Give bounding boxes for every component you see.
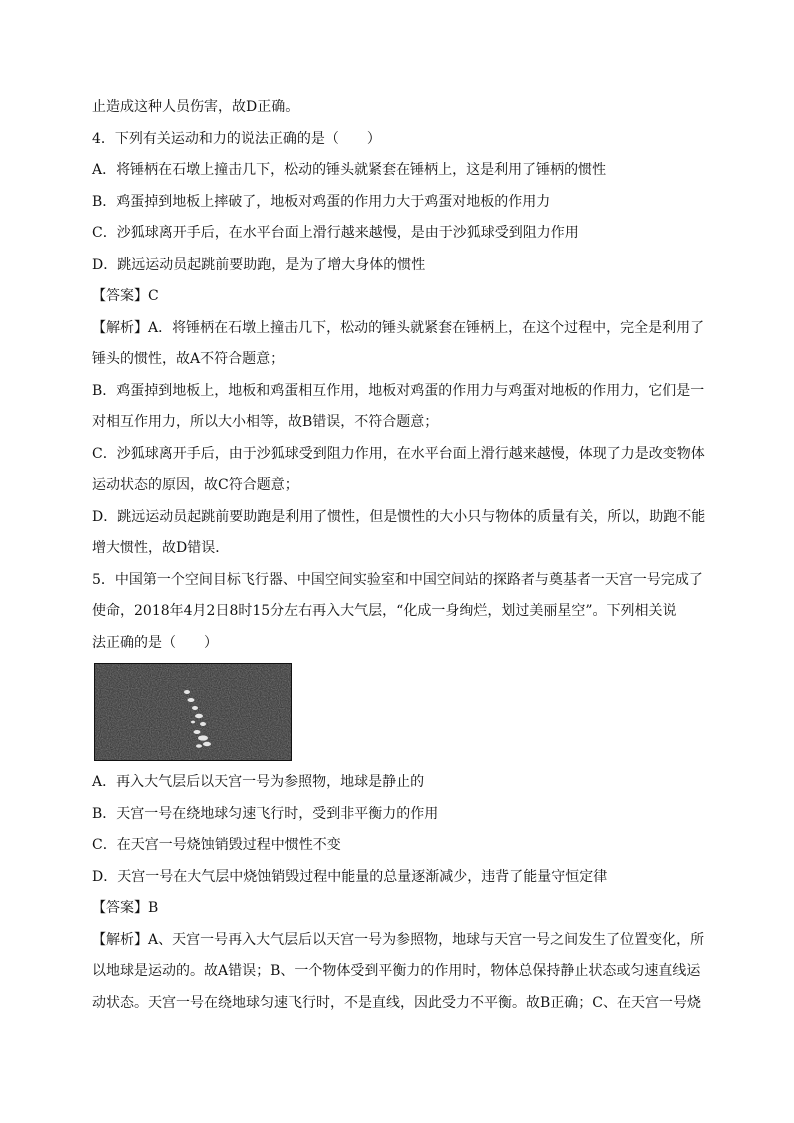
- question-5-option-c: C．在天宫一号烧蚀销毁过程中惯性不变: [92, 837, 341, 853]
- question-4-stem: 4．下列有关运动和力的说法正确的是（ ）: [92, 130, 381, 147]
- question-4-analysis-line: C．沙狐球离开手后，由于沙狐球受到阻力作用，在水平台面上滑行越来越慢，体现了力是改变物体: [92, 445, 705, 462]
- question-5-stem-line: 使命，2018年4月2日8时15分左右再入大气层，“化成一身绚烂，划过美丽星空”。下列相关说: [92, 603, 677, 619]
- question-5-analysis-line: 动状态。天宫一号在绕地球匀速飞行时，不是直线，因此受力不平衡。故B正确；C、在天宫一号烧: [92, 994, 701, 1011]
- question-4-analysis-line: 对相互作用力，所以大小相等，故B错误，不符合题意；: [92, 414, 439, 430]
- question-4-analysis-line: B．鸡蛋掉到地板上，地板和鸡蛋相互作用，地板对鸡蛋的作用力与鸡蛋对地板的作用力，它们是一: [92, 382, 705, 399]
- question-4-analysis-line: 增大惯性，故D错误．: [92, 540, 230, 556]
- question-4-option-d: D．跳远运动员起跳前要助跑，是为了增大身体的惯性: [92, 256, 426, 273]
- question-5-analysis-line: 【解析】A、天宫一号再入大气层后以天宫一号为参照物，地球与天宫一号之间发生了位置变化，所: [92, 931, 705, 948]
- question-4-answer: 【答案】C: [92, 288, 159, 304]
- question-4-option-c: C．沙狐球离开手后，在水平台面上滑行越来越慢，是由于沙狐球受到阻力作用: [92, 225, 579, 241]
- question-5-option-d: D．天宫一号在大气层中烧蚀销毁过程中能量的总量逐渐减少，违背了能量守恒定律: [92, 868, 608, 885]
- question-5-option-b: B．天宫一号在绕地球匀速飞行时，受到非平衡力的作用: [92, 805, 439, 822]
- tiangong-reentry-photo: [94, 663, 712, 761]
- question-5-stem-line: 法正确的是（ ）: [92, 634, 218, 651]
- document-page: [92, 96, 712, 1023]
- question-4-analysis-line: 【解析】A．将锤柄在石墩上撞击几下，松动的锤头就紧套在锤柄上，在这个过程中，完全是利用了: [92, 319, 705, 336]
- question-4-option-b: B．鸡蛋掉到地板上摔破了，地板对鸡蛋的作用力大于鸡蛋对地板的作用力: [92, 193, 551, 210]
- question-4-analysis-line: 运动状态的原因，故C符合题意；: [92, 477, 299, 493]
- question-5-option-a: A．再入大气层后以天宫一号为参照物，地球是静止的: [92, 774, 425, 790]
- question-options-block: [92, 771, 712, 1014]
- question-5-answer: 【答案】B: [92, 900, 159, 916]
- question-4-option-a: A．将锤柄在石墩上撞击几下，松动的锤头就紧套在锤柄上，这是利用了锤柄的惯性: [92, 162, 607, 178]
- text-line: 止造成这种人员伤害，故D正确。: [92, 99, 300, 115]
- question-4-analysis-line: D．跳远运动员起跳前要助跑是利用了惯性，但是惯性的大小只与物体的质量有关，所以，助跑不能: [92, 508, 706, 525]
- reentry-image: [94, 663, 292, 761]
- question-5-stem-line: 5．中国第一个空间目标飞行器、中国空间实验室和中国空间站的探路者与奠基者一天宫一号完成了: [92, 571, 703, 588]
- question-4-analysis-line: 锤头的惯性，故A不符合题意；: [92, 351, 285, 367]
- question-text-block: [92, 96, 712, 654]
- question-5-analysis-line: 以地球是运动的。故A错误；B、一个物体受到平衡力的作用时，物体总保持静止状态或匀速直线运: [92, 963, 701, 979]
